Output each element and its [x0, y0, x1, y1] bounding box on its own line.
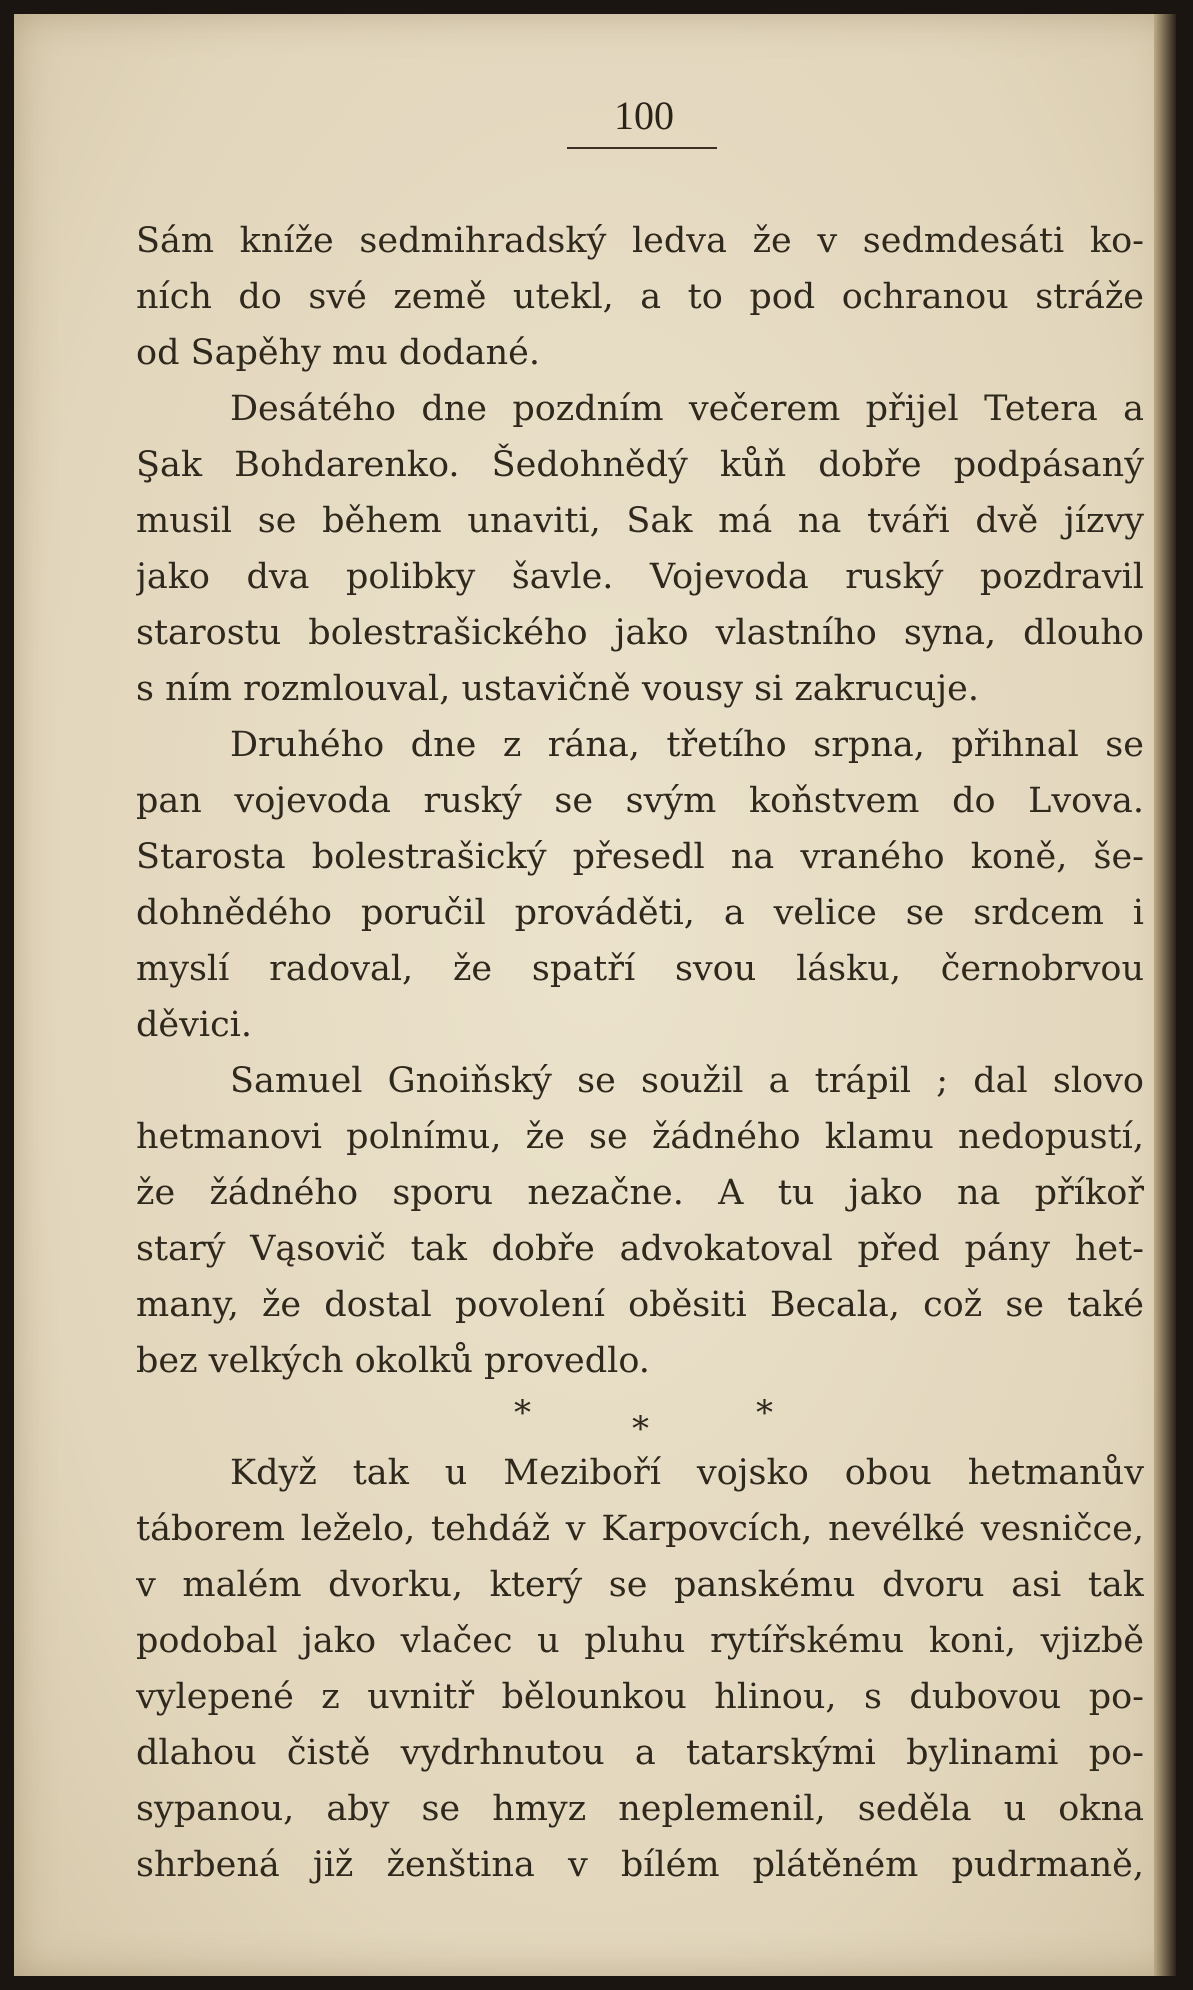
book-spine-shadow: [1154, 14, 1176, 1976]
text-line: many, že dostal povolení oběsiti Becala, což se také: [136, 1285, 1144, 1325]
text-line: dohnědého poručil prováděti, a velice se srdcem i: [136, 893, 1144, 933]
text-line: Şak Bohdarenko. Šedohnědý kůň dobře podpásaný: [136, 445, 1144, 485]
separator-asterisk: *: [756, 1393, 773, 1433]
text-line: Když tak u Meziboří vojsko obou hetmanův: [230, 1453, 1144, 1493]
text-line: starostu bolestrašického jako vlastního syna, dlouho: [136, 613, 1144, 653]
text-line: jako dva polibky šavle. Vojevoda ruský pozdravil: [136, 557, 1144, 597]
text-line: Starosta bolestrašický přesedl na vraného koně, še-: [136, 837, 1144, 877]
section-separator: [136, 1389, 1144, 1449]
text-line: shrbená již ženština v bílém plátěném pudrmaně,: [136, 1845, 1144, 1885]
text-line: táborem leželo, tehdáž v Karpovcích, nevélké vesničce,: [136, 1509, 1144, 1549]
text-line: bez velkých okolků provedlo.: [136, 1341, 650, 1381]
text-body: [136, 213, 1144, 1893]
book-page: [14, 14, 1176, 1976]
separator-asterisk: *: [632, 1409, 649, 1449]
text-line: hetmanovi polnímu, že se žádného klamu nedopustí,: [136, 1117, 1144, 1157]
text-line: v malém dvorku, který se panskému dvoru asi tak: [136, 1565, 1144, 1605]
text-line: podobal jako vlačec u pluhu rytířskému koni, vjizbě: [136, 1621, 1144, 1661]
text-line: od Sapěhy mu dodané.: [136, 333, 540, 373]
text-line: Desátého dne pozdním večerem přijel Tetera a: [230, 389, 1144, 429]
text-line: ních do své země utekl, a to pod ochranou stráže: [136, 277, 1144, 317]
text-line: vylepené z uvnitř bělounkou hlinou, s dubovou po-: [136, 1677, 1144, 1717]
text-line: starý Vąsovič tak dobře advokatoval před pány het-: [136, 1229, 1144, 1269]
text-line: s ním rozmlouval, ustavičně vousy si zakrucuje.: [136, 669, 979, 709]
text-line: Sám kníže sedmihradský ledva že v sedmdesáti ko-: [136, 221, 1144, 261]
text-line: musil se během unaviti, Sak má na tváři dvě jízvy: [136, 501, 1144, 541]
text-block-after-separator: [136, 1445, 1144, 1893]
text-line: sypanou, aby se hmyz neplemenil, seděla u okna: [136, 1789, 1144, 1829]
text-line: Samuel Gnoiňský se soužil a trápil ; dal slovo: [230, 1061, 1144, 1101]
text-line: Druhého dne z rána, třetího srpna, přihnal se: [230, 725, 1144, 765]
text-line: dlahou čistě vydrhnutou a tatarskými bylinami po-: [136, 1733, 1144, 1773]
text-block-before-separator: [136, 213, 1144, 1389]
separator-asterisk: *: [514, 1393, 531, 1433]
text-line: myslí radoval, že spatří svou lásku, černobrvou: [136, 949, 1144, 989]
text-line: děvici.: [136, 1005, 253, 1045]
text-line: pan vojevoda ruský se svým koňstvem do Lvova.: [136, 781, 1144, 821]
page-number: 100: [614, 93, 674, 138]
page-number-rule: [567, 147, 717, 149]
text-line: že žádného sporu nezačne. A tu jako na příkoř: [136, 1173, 1144, 1213]
